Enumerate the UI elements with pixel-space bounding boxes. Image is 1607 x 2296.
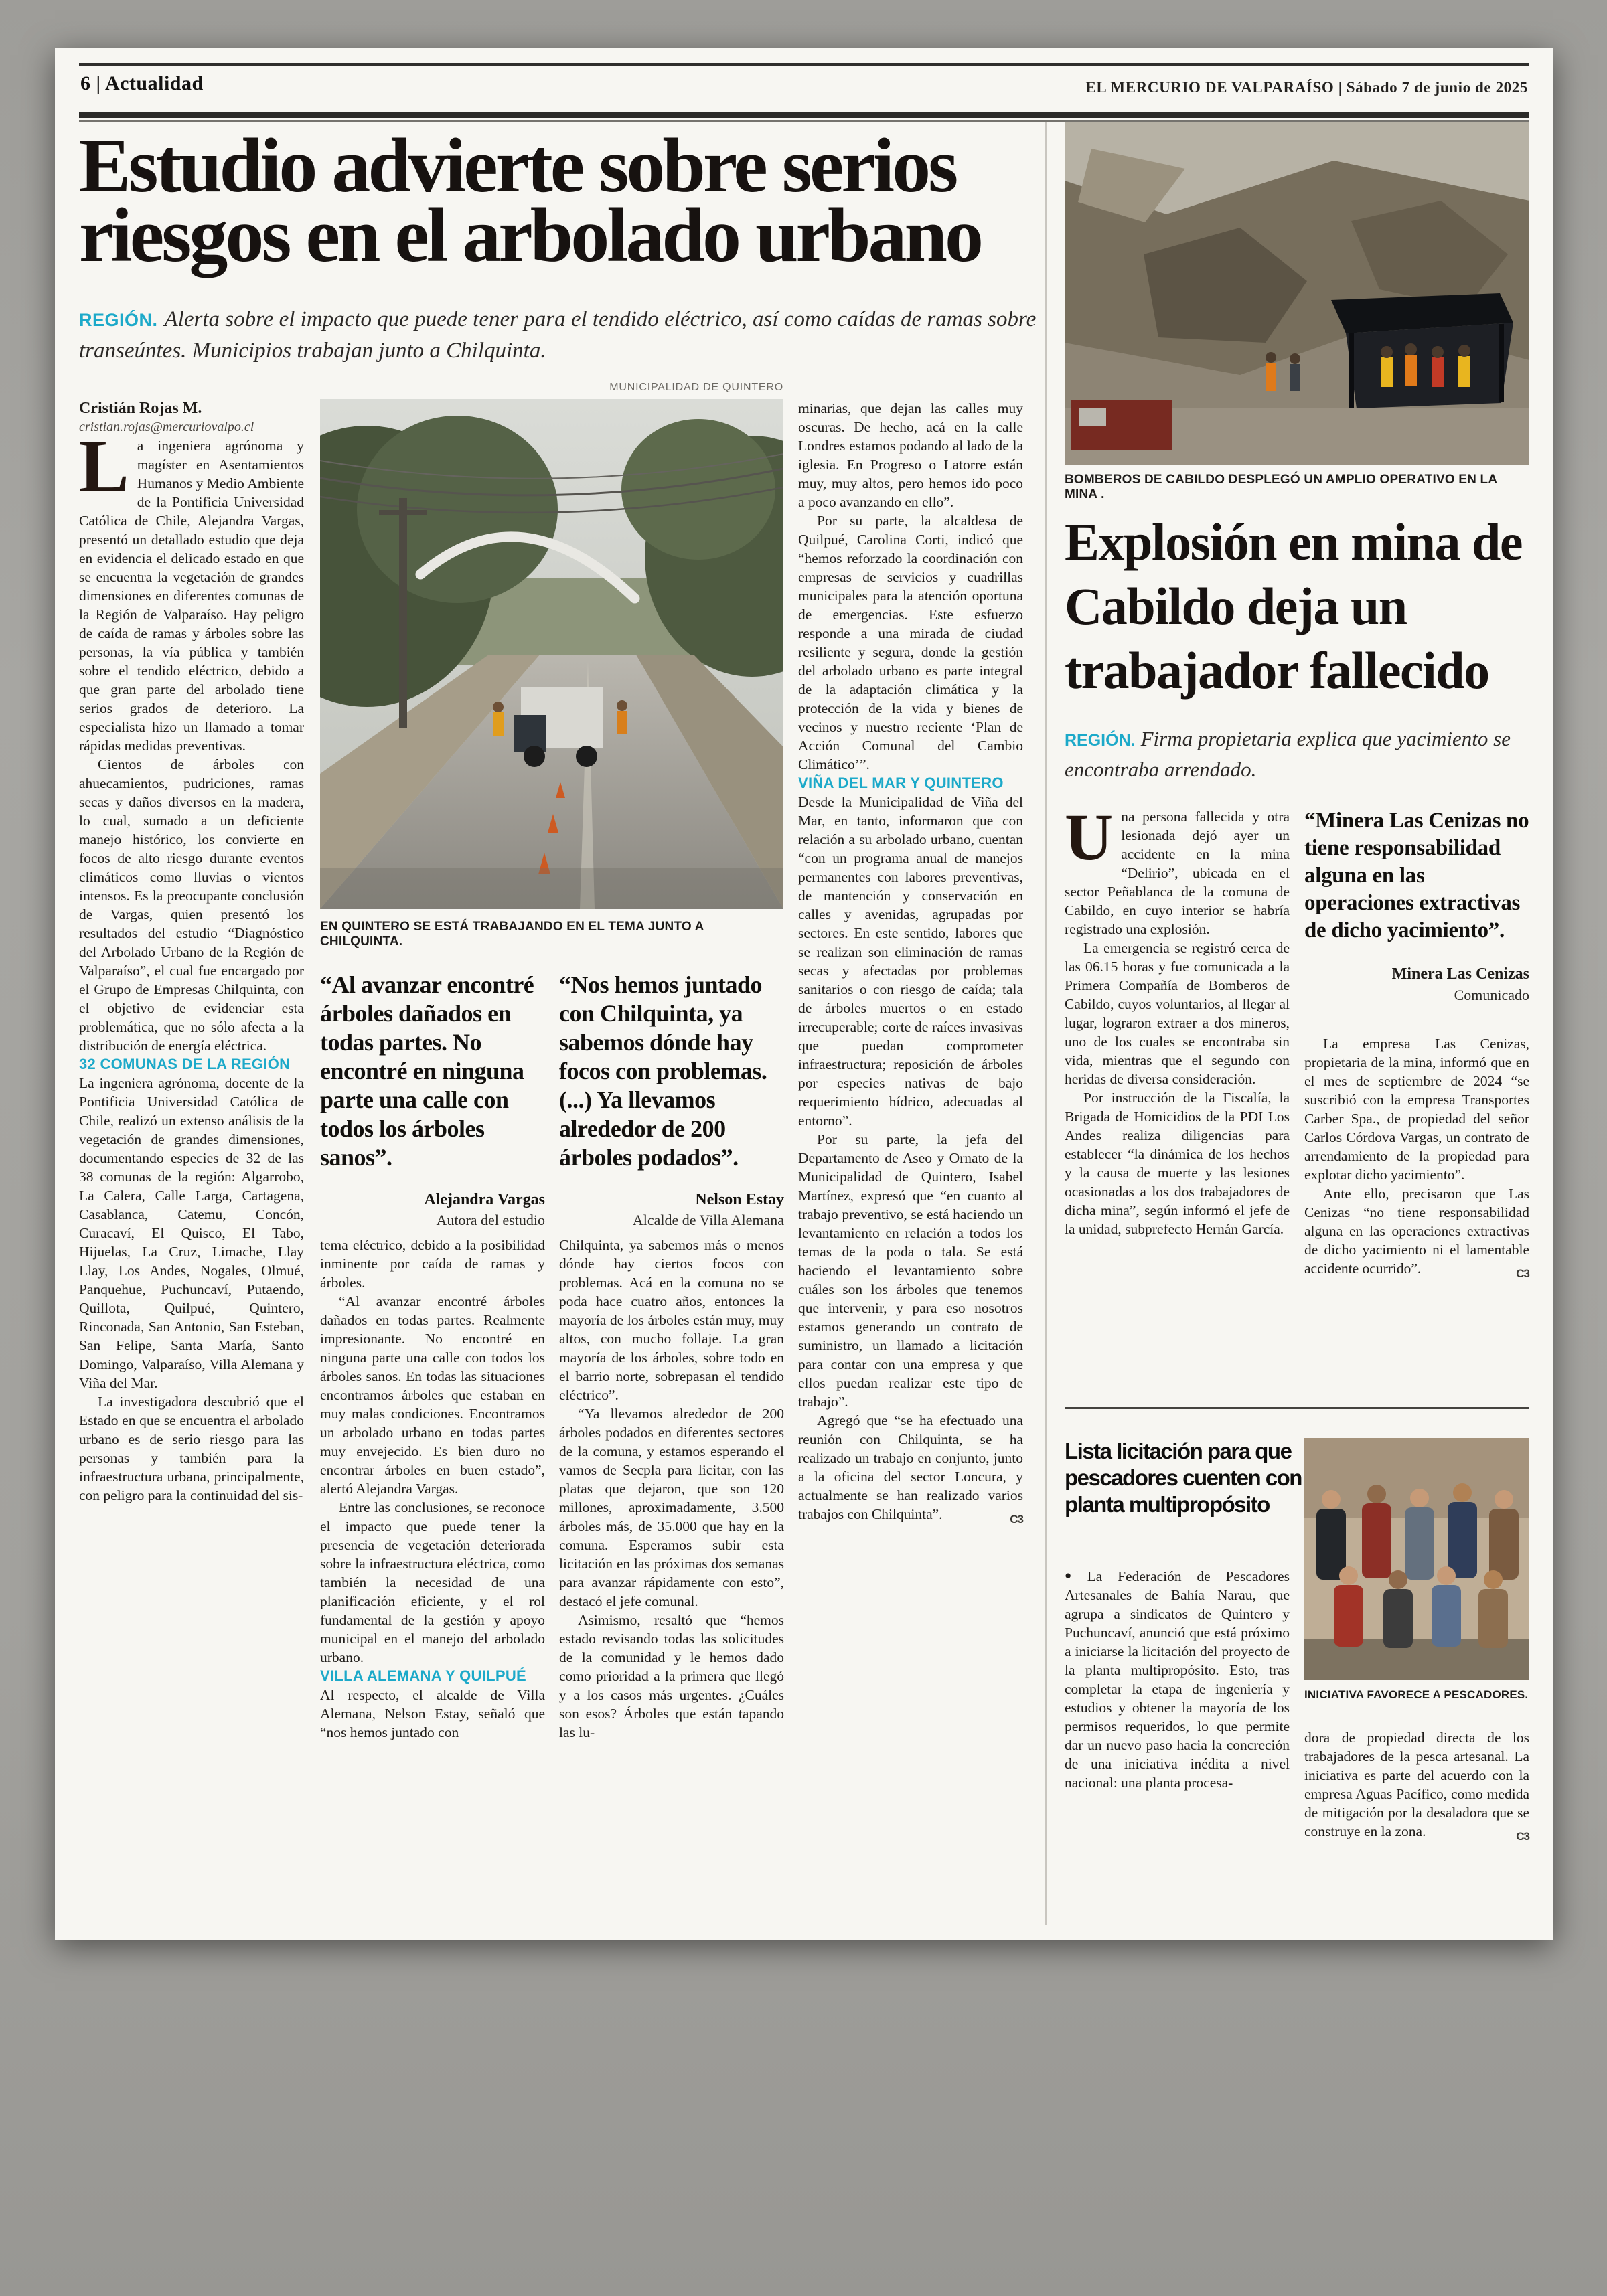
- mina-headline: Explosión en mina de Cabildo deja un trabajador fallecido: [1065, 513, 1523, 700]
- paragraph: dora de propiedad directa de los trabajadores de la pesca artesanal. La iniciativa es parte del acuerdo con la empresa Aguas Pacífico, como medida de mitigación por la desaladora que se construye en la zona. C3: [1304, 1728, 1529, 1841]
- header-double-rule: [79, 112, 1529, 122]
- mina-column-1: [1065, 800, 1290, 1238]
- mina-kicker: REGIÓN.: [1065, 731, 1136, 750]
- main-column-3: [559, 1236, 784, 1742]
- main-headline: Estudio advierte sobre serios riesgos en el arbolado urbano: [79, 123, 981, 278]
- paragraph: tema eléctrico, debido a la posibilidad inminente por caída de ramas y árboles.: [320, 1237, 545, 1291]
- main-column-4: [798, 399, 1023, 1529]
- article-end-mark: C3: [1516, 1267, 1529, 1280]
- mine-photo: [1065, 122, 1529, 465]
- pesca-photo-caption: INICIATIVA FAVORECE A PESCADORES.: [1304, 1688, 1529, 1701]
- paragraph: Por instrucción de la Fiscalía, la Brigada de Homicidios de la PDI Los Andes realiza diligencias para establecer “la dinámica de los hechos y la causa de muerte y las lesiones ocasionadas a los dos trabajadores de dicha mina”, según informó el jefe de la unidad, subprefecto Hernán García.: [1065, 1090, 1290, 1237]
- column-divider: [1045, 122, 1047, 1925]
- main-photo-caption: EN QUINTERO SE ESTÁ TRABAJANDO EN EL TEMA JUNTO A CHILQUINTA.: [320, 920, 704, 949]
- paragraph: Entre las conclusiones, se reconoce el impacto que puede tener la presencia de vegetación deteriorada sobre la infraestructura eléctrica, como también la necesidad de una planificación eficiente, y el rol fundamental de la gestión y apoyo municipal en el manejo del arbolado urbano.: [320, 1499, 545, 1665]
- paragraph: La ingeniera agrónoma, docente de la Pontificia Universidad Católica de Chile, realizó un extenso análisis de la vegetación de grandes dimensiones, documentando especies de 32 de las 38 comunas de la región: Algarrobo, La Calera, Calle Larga, Cartagena, Casablanca, Catemu, Concón, Curacaví, El Quisco, El Tabo, Hijuelas, La Cruz, Limache, Llay Llay, Los Andes, Nogales, Olmué, Panquehue, Puchuncaví, Putaendo, Quillota, Quilpué, Quintero, Rinconada, San Antonio, San Esteban, San Felipe, Santa María, Santo Domingo, Valparaíso, Villa Alemana y Viña del Mar.: [79, 1075, 304, 1391]
- byline-email: cristian.rojas@mercuriovalpo.cl: [79, 420, 254, 434]
- pullquote-estay: [559, 971, 784, 1229]
- main-column-1: [79, 399, 304, 1505]
- main-kicker: REGIÓN.: [79, 310, 158, 330]
- pullquote-role: Autora del estudio: [436, 1212, 545, 1228]
- fishermen-group-photo-illustration: [1304, 1438, 1529, 1680]
- paragraph: La empresa Las Cenizas, propietaria de la mina, informó que en el mes de septiembre de 2024 “se suscribió con la empresa Transportes Carber Spa., de propiedad del señor Carlos Córdova Vargas, un contrato de arrendamiento de la propiedad para explotar dicho yacimiento”.: [1304, 1036, 1529, 1183]
- pullquote-author: Nelson Estay: [695, 1191, 784, 1208]
- paragraph: Desde la Municipalidad de Viña del Mar, en tanto, informaron que con relación a su arbolado urbano, cuentan “con un programa anual de manejos permanentes con labores preventivas, de mantención y conservación en calles y avenidas, agrupadas por sectores. En este sentido, labores que se realizan son eliminación de ramas secas y afectadas por problemas sanitarios o con riesgo de caída; tala de árboles muertos o en estado irrecuperable; corte de raíces invasivas que puedan comprometer infraestructura; reposición de árboles por especies nativas de bajo requerimiento hídrico, adecuadas al entorno”.: [798, 794, 1023, 1129]
- pullquote-vargas: [320, 971, 545, 1229]
- main-dek-text: Alerta sobre el impacto que puede tener para el tendido eléctrico, así como caídas de ramas sobre transeúntes. Municipios trabajan junto a Chilquinta.: [79, 307, 1037, 363]
- paragraph: Cientos de árboles con ahuecamientos, pudriciones, ramas secas y daños diversos en la madera, lo cual, sumado a un deficiente manejo histórico, los convierte en focos de alto riesgo durante eventos climáticos como lluvias o vientos intensos. Es la preocupante conclusión de Vargas, quien presentó los resultados del estudio “Diagnóstico del Arbolado Urbano de la Región de Valparaíso”, el cual fue encargado por el Grupo de Empresas Chilquinta, con el objetivo de evidenciar esta problemática, que no sólo afecta a la distribución de energía eléctrica.: [79, 756, 304, 1054]
- paragraph: Ante ello, precisaron que Las Cenizas “no tiene responsabilidad alguna en las operaciones extractivas de dicho yacimiento ni el lamentable accidente ocurrido”. C3: [1304, 1184, 1529, 1278]
- paragraph: La emergencia se registró cerca de las 06.15 horas y fue comunicada a la Primera Compañía de Bomberos de Cabildo, cuyos voluntarios, al llegar al lugar, lograron extraer a dos mineros, uno de los cuales se encontraba sin vida, mientras que el segundo con heridas de diversa consideración.: [1065, 940, 1290, 1087]
- mina-pullquote-text: “Minera Las Cenizas no tiene responsabilidad alguna en las operaciones extractivas de dicho yacimiento”.: [1304, 809, 1529, 942]
- subhead-32-comunas: 32 COMUNAS DE LA REGIÓN: [79, 1056, 291, 1072]
- main-column-2: [320, 1236, 545, 1742]
- paragraph: Al respecto, el alcalde de Villa Alemana, Nelson Estay, señaló que “nos hemos juntado con: [320, 1687, 545, 1740]
- article-end-mark: C3: [1010, 1513, 1023, 1526]
- paragraph: Asimismo, resaltó que “hemos estado revisando todas las solicitudes de la comunidad y le hemos dado como prioridad a la primera que llegó y a los casos más urgentes. ¿Cuáles son esos? Árboles que están tapando las lu-: [559, 1612, 784, 1740]
- mine-operation-photo-illustration: [1065, 122, 1529, 465]
- paragraph: minarias, que dejan las calles muy oscuras. De hecho, acá en la calle Londres estamos podando al lado de la iglesia. En Progreso o Latorre están muy, muy altos, pero hemos ido poco a poco avanzando en ello”.: [798, 400, 1023, 510]
- pesca-headline: Lista licitación para que pescadores cuenten con planta multipropósito: [1065, 1439, 1302, 1517]
- article-end-mark: C3: [1516, 1830, 1529, 1843]
- article-separator-rule: [1065, 1407, 1529, 1409]
- pullquote-text: “Nos hemos juntado con Chilquinta, ya sabemos dónde hay focos con problemas. (...) Ya llevamos alrededor de 200 árboles podados”.: [559, 971, 767, 1171]
- pullquote-role: Alcalde de Villa Alemana: [632, 1212, 784, 1228]
- section-label: 6 | Actualidad: [80, 72, 204, 94]
- drop-cap: U: [1065, 800, 1114, 874]
- newspaper-page: [55, 48, 1553, 1940]
- mina-pullquote-role: Comunicado: [1454, 987, 1529, 1003]
- pullquote-text: “Al avanzar encontré árboles dañados en todas partes. No encontré en ninguna parte una calle con todos los árboles sanos”.: [320, 971, 534, 1171]
- main-dek: [79, 304, 1066, 366]
- main-photo: [320, 399, 783, 909]
- main-photo-credit: MUNICIPALIDAD DE QUINTERO: [609, 382, 783, 393]
- paragraph: Chilquinta, ya sabemos más o menos dónde hay ciertos focos con problemas. Acá en la comuna no se poda hace cuatro años, entonces la mayoría de los árboles están muy, muy altos, con mucho follaje. La gran mayoría de los árboles, sobre todo en el barrio norte, sobrepasan el tendido eléctrico”.: [559, 1237, 784, 1403]
- masthead-dateline: EL MERCURIO DE VALPARAÍSO | Sábado 7 de junio de 2025: [1085, 79, 1528, 96]
- pesca-column-1: [1065, 1566, 1290, 1792]
- paragraph: Agregó que “se ha efectuado una reunión con Chilquinta, se ha realizado un trabajo en conjunto, junto a la oficina del sector Loncura, y actualmente se han realizado varios trabajos con Chilquinta”. C3: [798, 1411, 1023, 1524]
- bullet-icon: ●: [1065, 1569, 1083, 1582]
- pesca-photo: [1304, 1438, 1529, 1680]
- paragraph: “Al avanzar encontré árboles dañados en todas partes. Realmente impresionante. No encontré en ninguna parte una calle con todos los árboles sanos. En todas las situaciones encontramos árboles que estaban en muy malas condiciones. Encontramos un arbolado urbano en todas partes muy envejecido. Es bien duro no encontrar árboles en buen estado”, alertó Alejandra Vargas.: [320, 1293, 545, 1497]
- subhead-villa-alemana: VILLA ALEMANA Y QUILPUÉ: [320, 1667, 526, 1684]
- paragraph: Por su parte, la alcaldesa de Quilpué, Carolina Corti, indicó que “hemos reforzado la coordinación con empresas de servicios y cuadrillas municipales para la atención oportuna de emergencias. Este esfuerzo responde a una mirada de ciudad resiliente y segura, donde la gestión del arbolado urbano es parte integral de la adaptación climática y la protección de la vida y bienes de vecinos y nuestro reciente ‘Plan de Acción Comunal del Cambio Climático’”.: [798, 513, 1023, 772]
- street-trees-photo-illustration: [320, 399, 783, 909]
- byline: Cristián Rojas M.: [79, 400, 202, 417]
- subhead-vina-quintero: VIÑA DEL MAR Y QUINTERO: [798, 774, 1004, 791]
- paragraph: ● La Federación de Pescadores Artesanales de Bahía Narau, que agrupa a sindicatos de Quintero y Puchuncaví, anunció que está próximo a iniciarse la licitación del proyecto de la planta multipropósito. Esto, tras completar la etapa de ingeniería y estudios y obtener la mayoría de los permisos requeridos, lo que permite dar un nuevo paso hacia la concreción de una iniciativa inédita a nivel nacional: una planta procesa-: [1065, 1568, 1290, 1791]
- mina-dek: [1065, 724, 1533, 784]
- paragraph: Por su parte, la jefa del Departamento de Aseo y Ornato de la Municipalidad de Quintero, Isabel Martínez, expresó que “en cuanto al trabajo preventivo, se está haciendo un levantamiento en relación a todos los temas de la poda o tala. Se está haciendo el levantamiento sobre cuáles son los árboles que tenemos que intervenir, y para eso nosotros estamos generando un contrato de suministro, un llamado a licitación para contar con una empresa y que ellos puedan realizar este tipo de trabajo”.: [798, 1131, 1023, 1410]
- paragraph: “Ya llevamos alrededor de 200 árboles podados en diferentes sectores de la comuna, y estamos esperando el vamos de Secpla para licitar, con las platas que dejaron, que son 120 millones, aproximadamente, 3.500 árboles más, de 35.000 que hay en la comuna. Esperamos subir esta licitación en las próximas dos semanas para avanzar rápidamente con esto”, destacó el jefe comunal.: [559, 1406, 784, 1609]
- mine-photo-caption: BOMBEROS DE CABILDO DESPLEGÓ UN AMPLIO OPERATIVO EN LA MINA .: [1065, 473, 1497, 501]
- header-top-rule: [79, 63, 1529, 66]
- paragraph: La ingeniera agrónoma y magíster en Asentamientos Humanos y Medio Ambiente de la Pontificia Universidad Católica de Chile, Alejandra Vargas, presentó un detallado estudio que deja en evidencia el delicado estado en que se encuentra la vegetación de grandes dimensiones en diferentes comunas de la Región de Valparaíso. Hay peligro de caída de ramas y árboles sobre las personas, la vía pública y también sobre el tendido eléctrico, debido a que gran parte del arbolado tiene serios grados de deterioro. La especialista hizo un llamado a tomar rápidas medidas preventivas.: [79, 425, 304, 754]
- mina-dek-text: Firma propietaria explica que yacimiento se encontraba arrendado.: [1065, 727, 1511, 781]
- mina-pullquote-author: Minera Las Cenizas: [1391, 965, 1529, 983]
- mina-column-2: [1304, 807, 1529, 1283]
- pullquote-author: Alejandra Vargas: [424, 1191, 545, 1208]
- drop-cap: L: [79, 425, 129, 508]
- pesca-column-2: [1304, 1728, 1529, 1846]
- paragraph: Una persona fallecida y otra lesionada dejó ayer un accidente en la mina “Delirio”, ubicada en el sector Peñablanca de la comuna de Cabildo, en cuyo interior se habría registrado una explosión.: [1065, 800, 1290, 937]
- paragraph: La investigadora descubrió que el Estado en que se encuentra el arbolado urbano es de serio riesgo para las personas y también para la infraestructura urbana, principalmente, con peligro para la continuidad del sis-: [79, 1394, 304, 1503]
